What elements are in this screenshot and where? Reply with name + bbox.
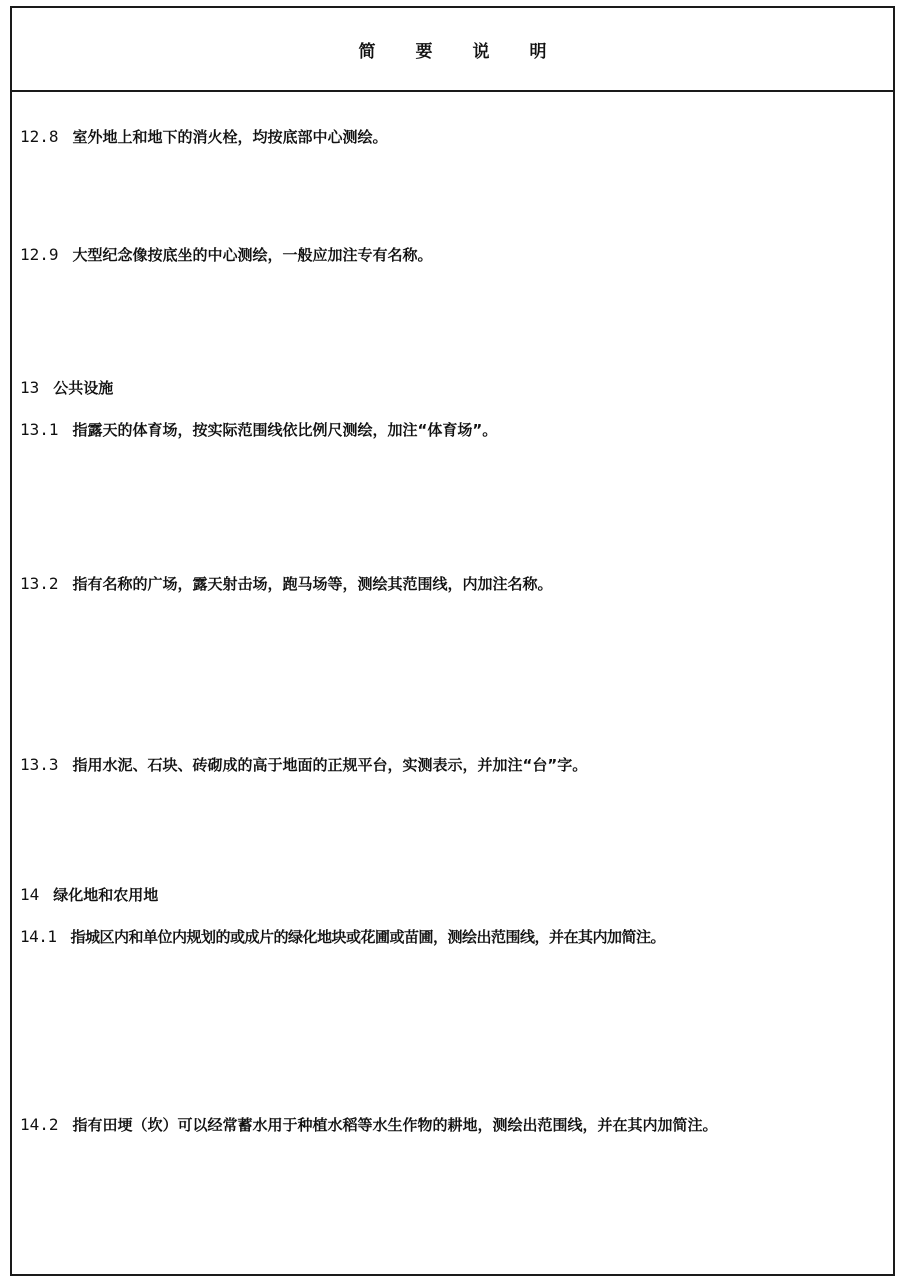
entry-number: 14.2 [20,1115,59,1134]
entry-14-2 [20,1110,885,1140]
entry-text: 指露天的体育场，按实际范围线依比例尺测绘，加注“体育场”。 [72,421,498,439]
page-frame [10,6,895,1276]
entry-14-1 [20,924,885,950]
entry-text: 大型纪念像按底坐的中心测绘，一般应加注专有名称。 [72,246,433,264]
entry-number: 13.2 [20,574,59,593]
section-number: 14 [20,885,40,904]
entry-text: 指城区内和单位内规划的或成片的绿化地块或花圃或苗圃，测绘出范围线，并在其内加简注。 [70,928,666,946]
section-number: 13 [20,378,40,397]
entry-number: 14.1 [20,927,57,946]
entry-text: 指有名称的广场，露天射击场，跑马场等，测绘其范围线，内加注名称。 [72,575,553,593]
entry-number: 13.1 [20,420,59,439]
page-title: 简要说明 [358,41,587,62]
entry-13-3 [20,752,885,778]
entry-number: 13.3 [20,755,59,774]
entry-text: 指有田埂（坎）可以经常蓄水用于种植水稻等水生作物的耕地，测绘出范围线，并在其内加简注。 [72,1116,718,1134]
section-title: 绿化地和农用地 [53,886,159,904]
section-14-heading [20,882,885,908]
header-row [12,8,893,92]
entry-number: 12.9 [20,245,59,264]
entry-text: 指用水泥、石块、砖砌成的高于地面的正规平台，实测表示，并加注“台”字。 [72,756,588,774]
entry-13-2 [20,571,885,597]
entry-text: 室外地上和地下的消火栓，均按底部中心测绘。 [72,128,388,146]
entry-12-8 [20,124,885,150]
section-title: 公共设施 [53,379,114,397]
entry-13-1 [20,417,885,443]
entry-number: 12.8 [20,127,59,146]
entry-12-9 [20,242,885,268]
section-13-heading [20,375,885,401]
